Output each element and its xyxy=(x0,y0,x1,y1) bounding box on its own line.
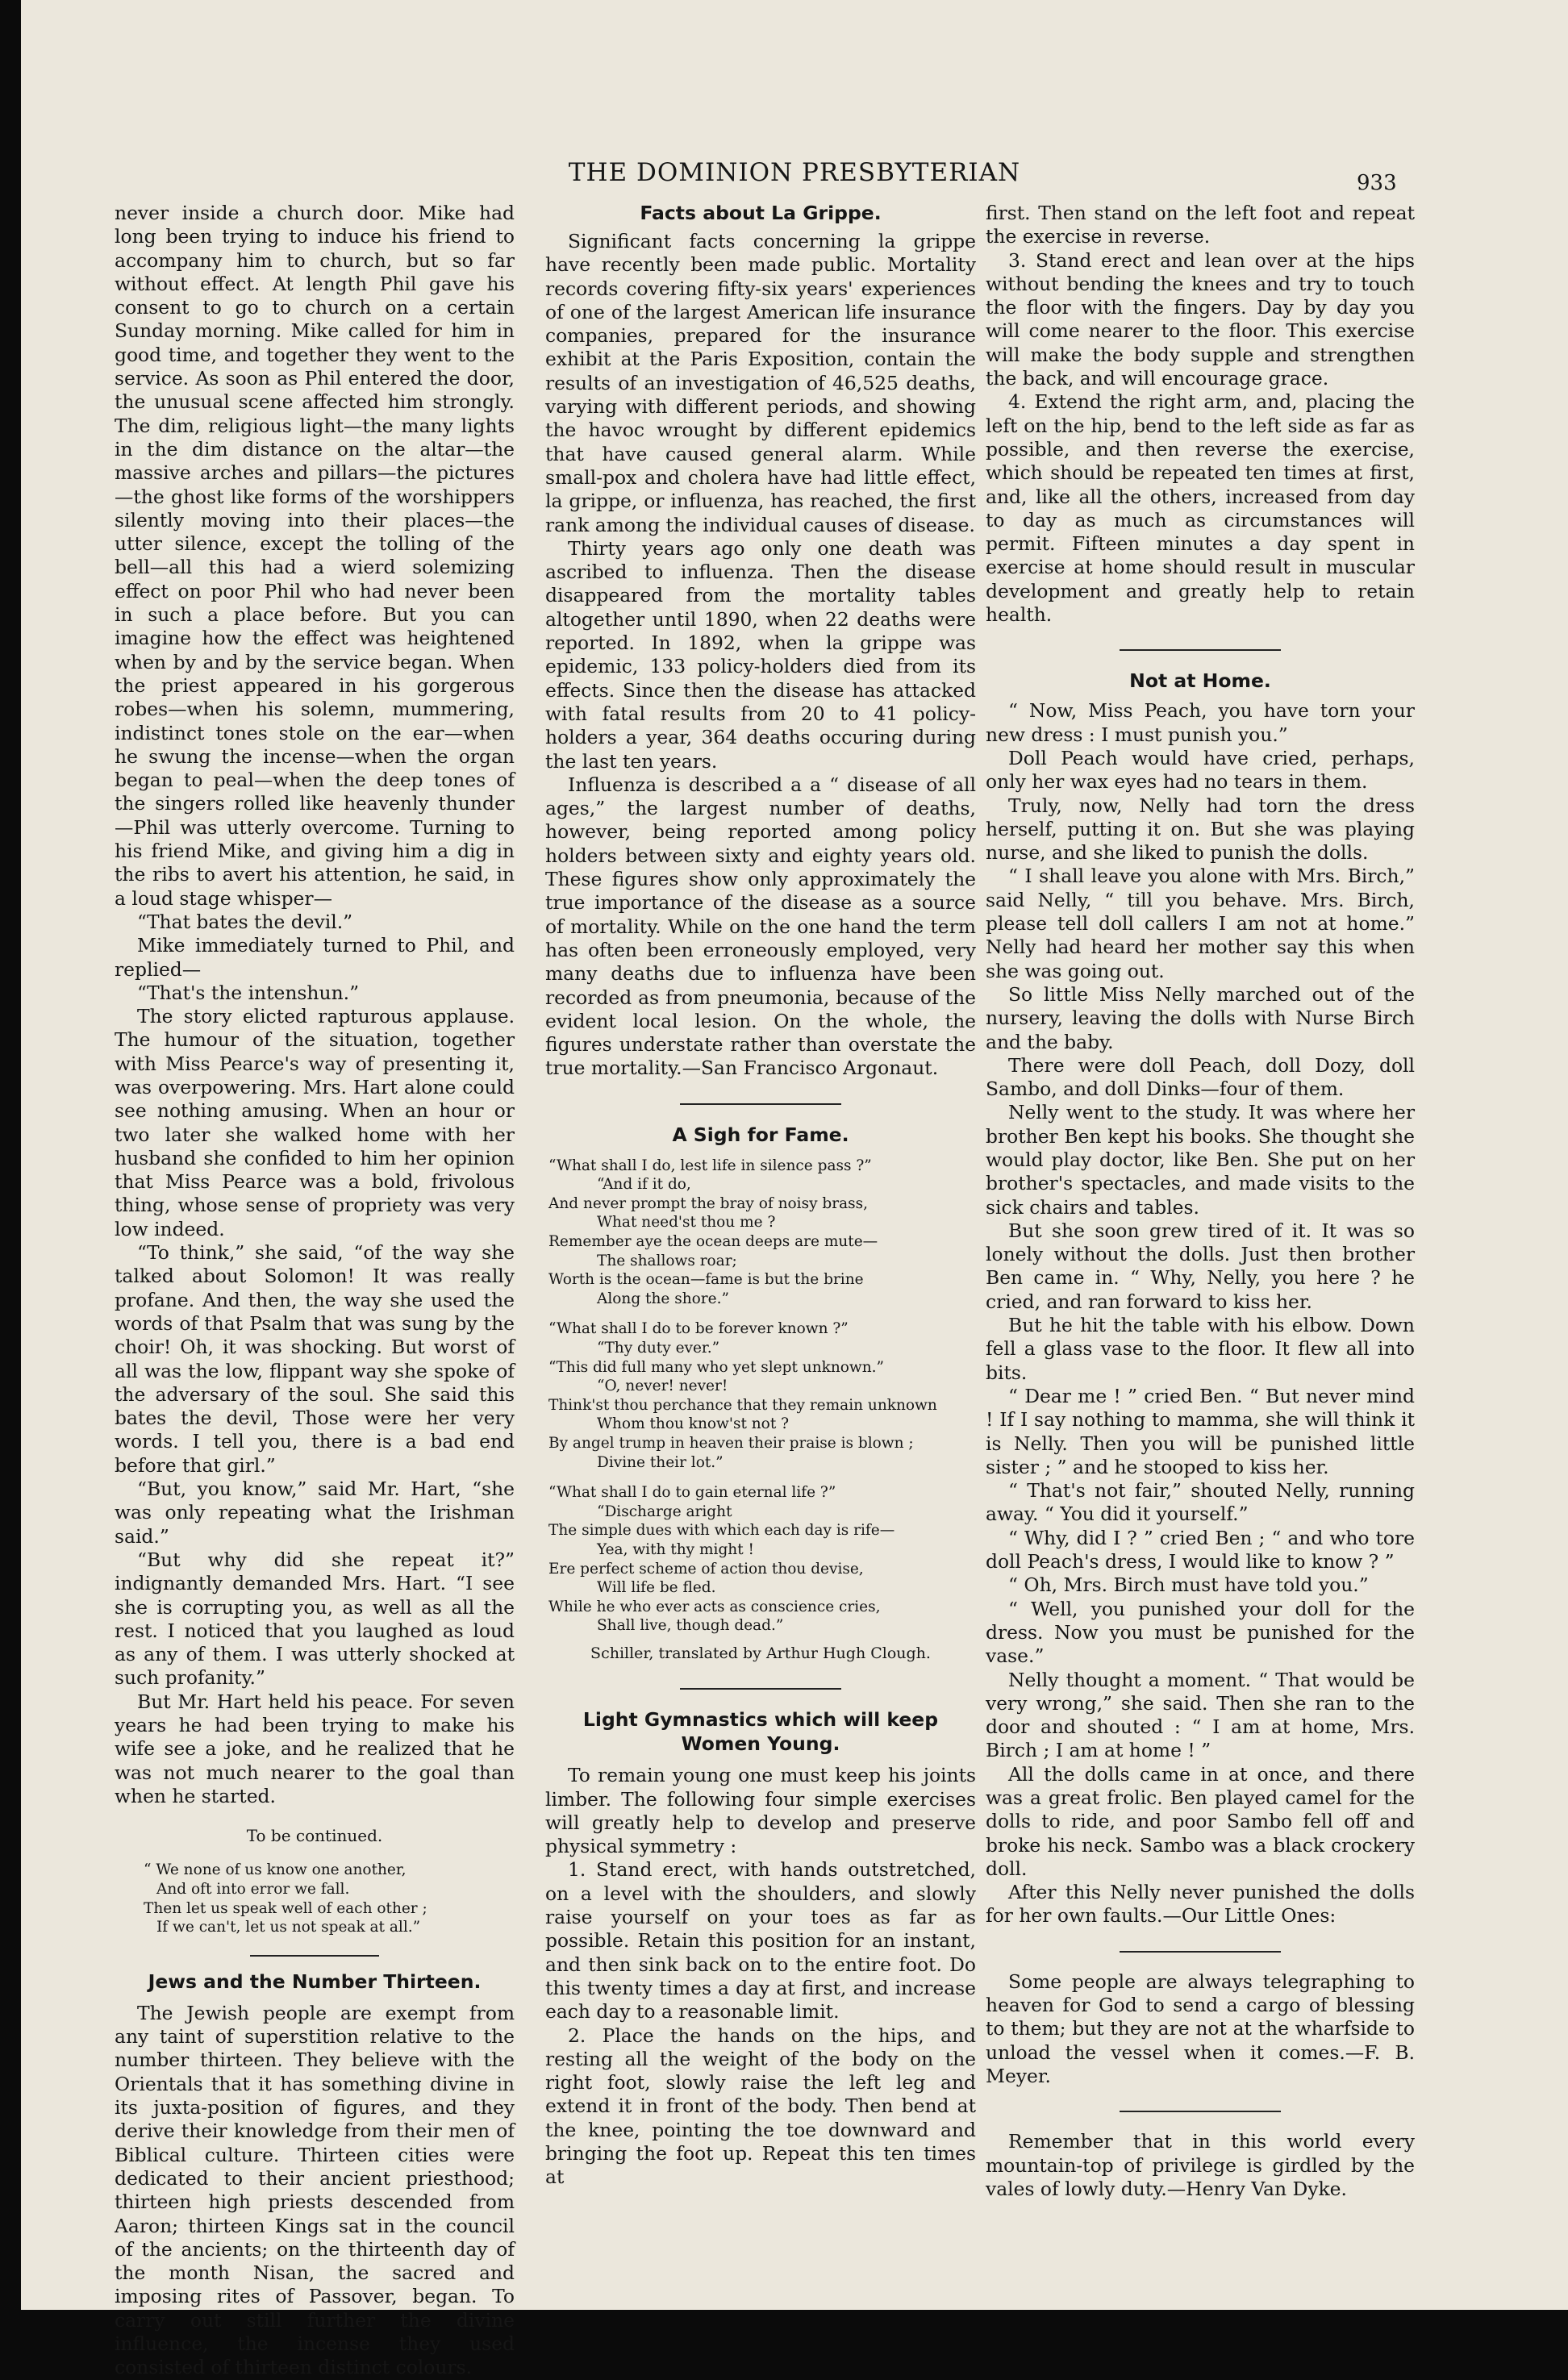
newspaper-page xyxy=(21,0,1568,2379)
telegraph-paragraph: Some people are always telegraphing to heaven for God to send a cargo of blessing to them; but they are not at the wharfside to unload the vessel when it comes.—F. B. Meyer. xyxy=(986,1969,1415,2087)
section-rule xyxy=(680,1103,841,1105)
facts-paragraph: Influenza is described a a “ disease of all ages,” the largest number of deaths, however, being reported among policy holders between sixty and eighty years old. These figures show only approximately the true importance of the disease as a source of mortality. While on the one hand the term has often been erroneously employed, very many deaths due to influenza have been recorded as from pneumonia, because of the evident local lesion. On the whole, the figures understate rather than overstate the true mortality.—San Francisco Argonaut. xyxy=(545,773,976,1080)
gym-paragraph: first. Then stand on the left foot and repeat the exercise in reverse. xyxy=(986,202,1415,248)
story-paragraph: The story elicted rapturous applause. The humour of the situation, together with Miss Pearce's way of presenting it, was overpowering. Mrs. Hart alone could see nothing amusing. When an hour or two later she walked home with her husband she confided to him her opinion that Miss Pearce was a bold, frivolous thing, whose sense of propriety was very low indeed. xyxy=(115,1005,515,1240)
home-paragraph: All the dolls came in at once, and there was a great frolic. Ben played camel for the dolls to ride, and poor Sambo fell off and broke his neck. Sambo was a black crockery doll. xyxy=(986,1762,1415,1880)
home-paragraph: “ I shall leave you alone with Mrs. Birch,” said Nelly, “ till you behave. Mrs. Birch, please tell doll callers I am not at home.” Nelly had heard her mother say this when she was going out. xyxy=(986,865,1415,982)
poem-line: By angel trump in heaven their praise is blown ; xyxy=(548,1435,914,1452)
facts-paragraph: Thirty years ago only one death was ascribed to influenza. Then the disease disappeared from the mortality tables altogether until 1890, when 22 deaths were reported. In 1892, when la grippe was epidemic, 133 policy-holders died from its effects. Since then the disease has attacked with fatal results from 20 to 41 policy-holders a year, 364 deaths occuring during the last ten years. xyxy=(545,536,976,773)
jews-paragraph: The Jewish people are exempt from any taint of superstition relative to the number thirteen. They believe with the Orientals that it has something divine in its juxta-position of figures, and they derive their knowledge from their men of Biblical culture. Thirteen cities were dedicated to their ancient priesthood; thirteen high priests descended from Aaron; thirteen Kings sat in the council of the ancients; on the thirteenth day of the month Nisan, the sacred and imposing rites of Passover, began. To carry out still further the divine influence, the incense they used consisted of thirteen distinct colours. xyxy=(115,2001,515,2379)
poem-line: The shallows roar; xyxy=(597,1252,737,1269)
quote-line: “ We none of us know one another, xyxy=(144,1861,407,1879)
poem-line: And never prompt the bray of noisy brass, xyxy=(548,1194,868,1212)
section-rule xyxy=(250,1955,379,1957)
quote-line: And oft into error we fall. xyxy=(156,1881,350,1899)
home-paragraph: After this Nelly never punished the dolls for her own faults.—Our Little Ones: xyxy=(986,1881,1415,1928)
poem-line: Divine their lot.” xyxy=(597,1453,724,1471)
home-paragraph: “ Why, did I ? ” cried Ben ; “ and who tore doll Peach's dress, I would like to know ? ” xyxy=(986,1526,1415,1573)
poem-line: While he who ever acts as conscience cries, xyxy=(548,1598,881,1615)
poem-line: “Discharge aright xyxy=(597,1503,732,1520)
poem-block xyxy=(548,1157,976,1636)
poem-line: “What shall I do to gain eternal life ?” xyxy=(548,1484,836,1502)
gym-paragraph: 3. Stand erect and lean over at the hips without bending the knees and try to touch the floor with the fingers. Day by day you will come nearer to the floor. This exercise will make the body supple and strengthen the back, and will encourage grace. xyxy=(986,248,1415,390)
section-rule xyxy=(1120,649,1281,651)
poem-line: “What shall I do to be forever known ?” xyxy=(548,1320,849,1338)
gym-paragraph: 4. Extend the right arm, and, placing the left on the hip, bend to the left side as far as possible, and then reverse the exercise, which should be repeated ten times at first, and, like all the others, increased from day to day as much as circumstances will permit. Fifteen minutes a day spent in exercise at home should result in muscular development and greatly help to retain health. xyxy=(986,390,1415,627)
story-paragraph: “But why did she repeat it?” indignantly demanded Mrs. Hart. “I see she is corrupting you, as well as all the rest. I noticed that you laughed as loud as any of them. I was utterly shocked at such profanity.” xyxy=(115,1548,515,1690)
poem-line: Shall live, though dead.” xyxy=(597,1617,784,1635)
home-title: Not at Home. xyxy=(1129,669,1271,693)
section-rule xyxy=(1120,1951,1281,1953)
poem-line: “What shall I do, lest life in silence pass ?” xyxy=(548,1157,872,1174)
page-number: 933 xyxy=(1357,171,1397,195)
facts-paragraph: Significant facts concerning la grippe have recently been made public. Mortality records covering fifty-six years' experiences of one of the largest American life insurance companies, prepared for the insurance exhibit at the Paris Exposition, contain the results of an investigation of 46,525 deaths, varying with different periods, and showing the havoc wrought by different epidemics that have caused general alarm. While small-pox and cholera have had little effect, la grippe, or influenza, has reached, the first rank among the individual causes of disease. xyxy=(545,230,976,536)
poem-line: Yea, with thy might ! xyxy=(597,1540,754,1558)
jews-title: Jews and the Number Thirteen. xyxy=(148,1969,482,1993)
home-paragraph: So little Miss Nelly marched out of the nursery, leaving the dolls with Nurse Birch and the baby. xyxy=(986,982,1415,1053)
vandyke-paragraph: Remember that in this world every mountain-top of privilege is girdled by the vales of lowly duty.—Henry Van Dyke. xyxy=(986,2130,1415,2200)
story-paragraph: “That bates the devil.” xyxy=(137,910,353,933)
poem-line: Along the shore.” xyxy=(597,1290,729,1307)
poem-credit: Schiller, translated by Arthur Hugh Clough. xyxy=(590,1644,931,1662)
poem-line: “O, never! never! xyxy=(597,1378,728,1395)
home-paragraph: Nelly thought a moment. “ That would be very wrong,” she said. Then she ran to the door and shouted : “ I am at home, Mrs. Birch ; I am at home ! ” xyxy=(986,1668,1415,1762)
gym-paragraph: 2. Place the hands on the hips, and resting all the weight of the body on the right foot, slowly raise the left leg and extend it in front of the body. Then bend at the knee, pointing the toe downward and bringing the foot up. Repeat this ten times at xyxy=(545,2024,976,2189)
column-2 xyxy=(545,202,976,2190)
column-3 xyxy=(986,202,1415,2201)
sigh-title: A Sigh for Fame. xyxy=(672,1123,849,1146)
gym-paragraph: To remain young one must keep his joints limber. The following four simple exercises will greatly help to develop and preserve physical symmetry : xyxy=(545,1764,976,1858)
poem-line: What need'st thou me ? xyxy=(597,1214,776,1232)
home-paragraph: “ Oh, Mrs. Birch must have told you.” xyxy=(1008,1573,1369,1597)
poem-line: Remember aye the ocean deeps are mute— xyxy=(548,1233,878,1251)
poem-line: Will life be fled. xyxy=(597,1579,716,1597)
poem-line: The simple dues with which each day is rife— xyxy=(548,1522,895,1540)
home-paragraph: But he hit the table with his elbow. Down fell a glass vase to the floor. It flew all into bits. xyxy=(986,1314,1415,1384)
section-rule xyxy=(680,1688,841,1690)
quote-line: If we can't, let us not speak at all.” xyxy=(156,1919,421,1936)
story-paragraph: never inside a church door. Mike had long been trying to induce his friend to accompany him to church, but so far without effect. At length Phil gave his consent to go to church on a certain Sunday morning. Mike called for him in good time, and together they went to the service. As soon as Phil entered the door, the unusual scene affected him strongly. The dim, religious light—the many lights in the dim distance on the altar—the massive arches and pillars—the pictures—the ghost like forms of the worshippers silently moving into their places—the utter silence, except the tolling of the bell—all this had a wierd solemizing effect on poor Phil who had never been in such a place before. But you can imagine how the effect was heightened when by and by the service began. When the priest appeared in his gorgerous robes—when his solemn, mummering, indistinct tones stole on the ear—when he swung the incense—when the organ began to peal—when the deep tones of the singers rolled like heavenly thunder—Phil was utterly overcome. Turning to his friend Mike, and giving him a dig in the ribs to avert his attention, he said, in a loud stage whisper— xyxy=(115,202,515,910)
poem-line: “This did full many who yet slept unknown.” xyxy=(548,1358,884,1376)
story-paragraph: “That's the intenshun.” xyxy=(137,981,360,1004)
section-rule xyxy=(1120,2111,1281,2112)
poem-line: Think'st thou perchance that they remain unknown xyxy=(548,1396,937,1414)
story-paragraph: “But, you know,” said Mr. Hart, “she was only repeating what the Irishman said.” xyxy=(115,1478,515,1548)
facts-title: Facts about La Grippe. xyxy=(640,202,882,224)
gym-paragraph: 1. Stand erect, with hands outstretched, on a level with the shoulders, and slowly raise yourself on your toes as far as possible. Retain this position for an instant, and then sink back on to the entire foot. Do this twenty times a day at first, and increase each day to a reasonable limit. xyxy=(545,1858,976,2024)
column-1 xyxy=(115,202,515,2380)
home-paragraph: Truly, now, Nelly had torn the dress herself, putting it on. But she was playing nurse, and she liked to punish the dolls. xyxy=(986,794,1415,865)
poem-line: Ere perfect scheme of action thou devise, xyxy=(548,1560,864,1578)
home-paragraph: “ Now, Miss Peach, you have torn your new dress : I must punish you.” xyxy=(986,699,1415,746)
story-paragraph: But Mr. Hart held his peace. For seven years he had been trying to make his wife see a joke, and he realized that he was not much nearer to the goal than when he started. xyxy=(115,1690,515,1807)
gym-title-line1: Light Gymnastics which will keep xyxy=(582,1708,939,1732)
poem-line: “And if it do, xyxy=(597,1176,691,1194)
poem-line: Worth is the ocean—fame is but the brine xyxy=(548,1271,864,1289)
home-paragraph: “ Dear me ! ” cried Ben. “ But never mind ! If I say nothing to mamma, she will think it is Nelly. Then you will be punished little sister ; ” and he stooped to kiss her. xyxy=(986,1384,1415,1478)
home-paragraph: There were doll Peach, doll Dozy, doll Sambo, and doll Dinks—four of them. xyxy=(986,1053,1415,1101)
home-paragraph: Doll Peach would have cried, perhaps, only her wax eyes had no tears in them. xyxy=(986,746,1415,794)
home-paragraph: But she soon grew tired of it. It was so lonely without the dolls. Just then brother Ben came in. “ Why, Nelly, you here ? he cried, and ran forward to kiss her. xyxy=(986,1219,1415,1313)
gym-title-line2: Women Young. xyxy=(681,1732,840,1756)
story-paragraph: “To think,” she said, “of the way she talked about Solomon! It was really profane. And then, the way she used the words of that Psalm that was sung by the choir! Oh, it was shocking. But worst of all was the low, flippant way she spoke of the adversary of the soul. She said this bates the devil, Those were her very words. I tell you, there is a bad end before that girl.” xyxy=(115,1241,515,1477)
page-header: THE DOMINION PRESBYTERIAN xyxy=(568,158,1021,187)
poem-line: Whom thou know'st not ? xyxy=(597,1415,790,1433)
quote-block xyxy=(144,1861,515,1936)
poem-line: “Thy duty ever.” xyxy=(597,1340,720,1357)
quote-line: Then let us speak well of each other ; xyxy=(144,1899,427,1917)
home-paragraph: Nelly went to the study. It was where her brother Ben kept his books. She thought she would play doctor, like Ben. She put on her brother's spectacles, and made visits to the sick chairs and tables. xyxy=(986,1101,1415,1219)
home-paragraph: “ Well, you punished your doll for the dress. Now you must be punished for the vase.” xyxy=(986,1597,1415,1668)
home-paragraph: “ That's not fair,” shouted Nelly, running away. “ You did it yourself.” xyxy=(986,1479,1415,1526)
to-be-continued: To be continued. xyxy=(246,1826,383,1846)
story-paragraph: Mike immediately turned to Phil, and replied— xyxy=(115,934,515,981)
